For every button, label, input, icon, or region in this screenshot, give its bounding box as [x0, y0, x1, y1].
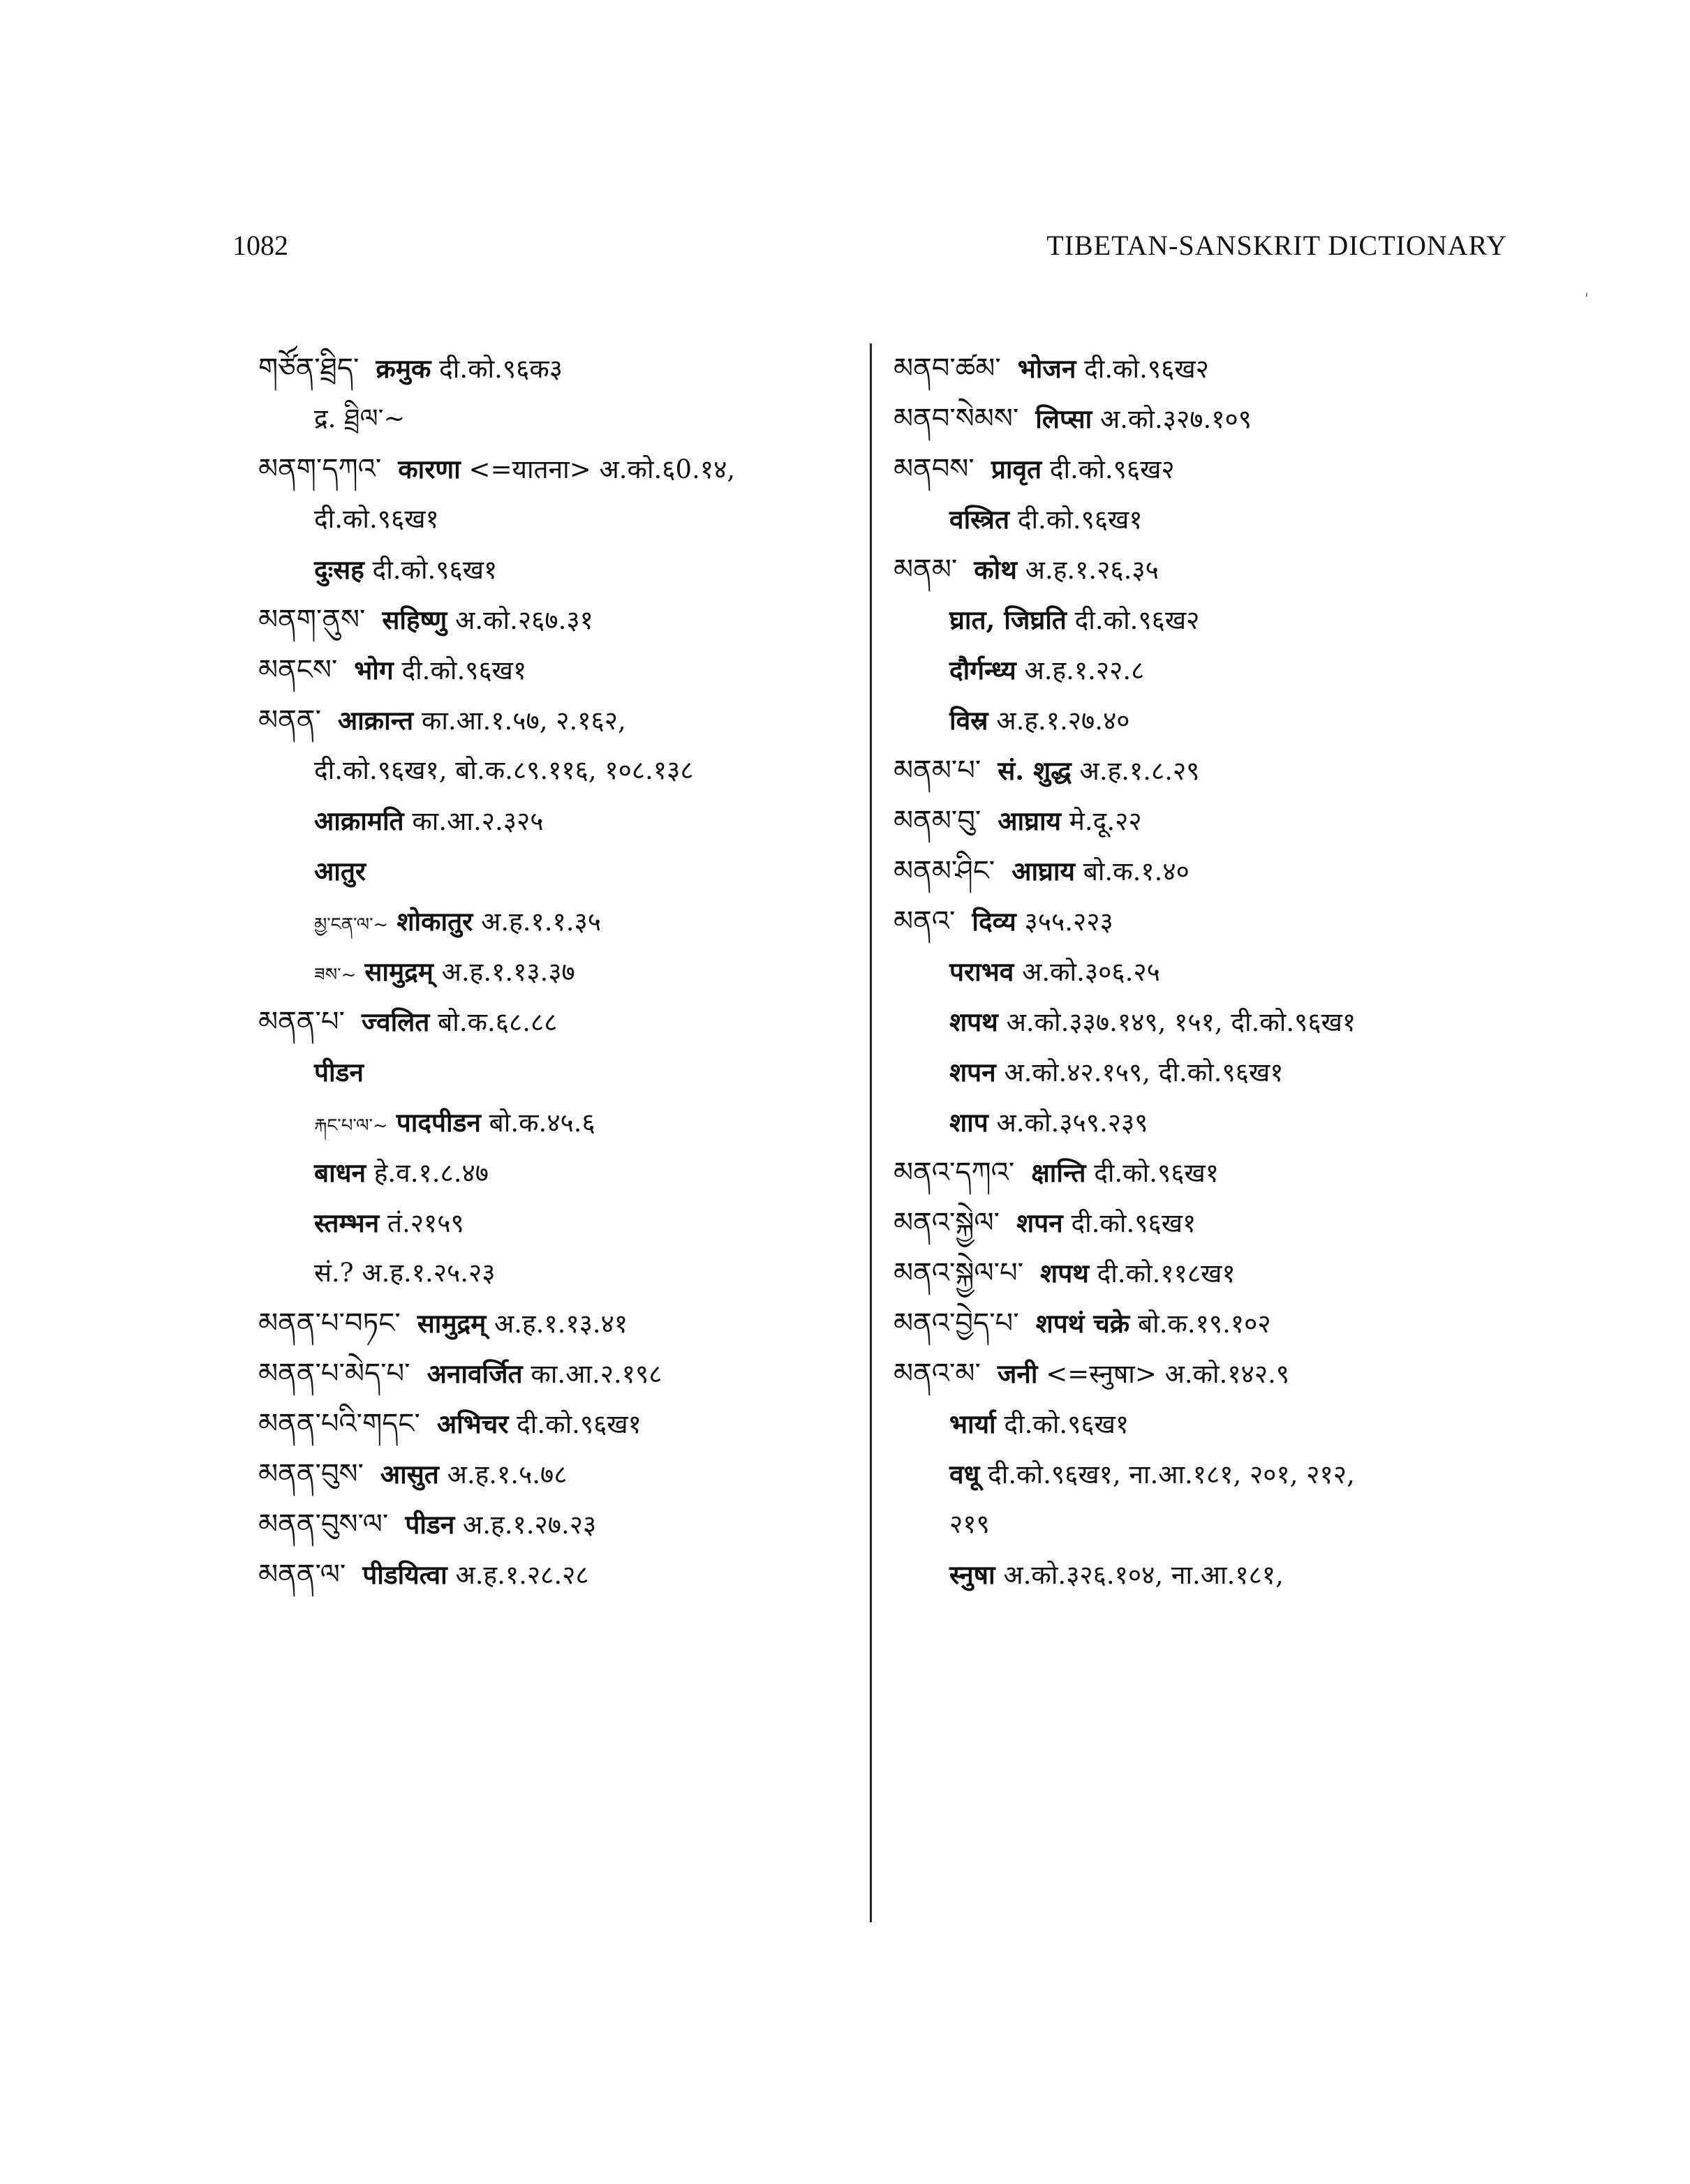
sanskrit-equivalent: पराभव: [949, 956, 1014, 987]
dictionary-line: [258, 846, 859, 896]
dictionary-line: [894, 394, 1522, 444]
source-reference: अ.ह.१.५.७८: [447, 1459, 568, 1490]
source-reference: दी.को.९६ख१: [401, 655, 527, 685]
tibetan-headword: མནའ་དཀའ་: [894, 1157, 1015, 1189]
source-reference: दी.को.९६ख२: [1084, 354, 1209, 384]
cross-reference-note: द्र. ཐྲིལ་~: [314, 403, 406, 433]
source-reference: दी.को.९६ख२: [1074, 605, 1200, 635]
dictionary-line: [894, 645, 1522, 695]
source-reference: हे.व.१.८.४७: [373, 1158, 489, 1188]
dictionary-line: [258, 1499, 859, 1550]
source-reference: दी.को.९६ख१, बो.क.८९.११६, १०८.१३८: [314, 755, 694, 785]
dictionary-line: [258, 1399, 859, 1449]
sanskrit-equivalent: आक्रान्त: [337, 705, 414, 736]
source-reference: दी.को.९६ख१: [372, 555, 498, 585]
dictionary-line: [258, 444, 859, 494]
sanskrit-equivalent: आतुर: [314, 856, 366, 886]
dictionary-line: [258, 645, 859, 695]
dictionary-line: [258, 745, 859, 796]
tibetan-headword: མནན་པ་བཏང་: [258, 1307, 401, 1339]
source-reference: <=यातना> अ.को.६0.१४,: [468, 454, 736, 484]
source-reference: बो.क.४५.६: [489, 1108, 595, 1138]
source-reference: दी.को.९६ख१: [517, 1409, 642, 1439]
sanskrit-equivalent: आघ्राय: [1011, 856, 1075, 886]
source-reference: बो.क.१९.१०२: [1138, 1309, 1271, 1339]
tibetan-headword: མནན་པ་: [258, 1006, 345, 1038]
source-reference: अ.को.४२.१५९, दी.को.९६ख१: [1004, 1057, 1284, 1087]
source-reference: बो.क.१.४०: [1083, 856, 1189, 886]
sanskrit-equivalent: घ्रात, जिघ्रति: [949, 604, 1067, 635]
tibetan-headword: མནབས་: [894, 453, 974, 485]
source-reference: <=स्नुषा> अ.को.१४२.९: [1046, 1359, 1290, 1389]
sanskrit-equivalent: क्रमुक: [376, 353, 431, 384]
source-reference: का.आ.१.५७, २.१६२,: [421, 706, 626, 736]
source-reference: दी.को.९६ख१: [1094, 1158, 1219, 1188]
dictionary-line: [258, 695, 859, 745]
dictionary-line: [894, 544, 1522, 595]
source-reference: अ.ह.१.२८.२८: [455, 1560, 589, 1590]
sanskrit-equivalent: आसुत: [380, 1459, 439, 1490]
dictionary-line: [894, 846, 1522, 896]
dictionary-line: [894, 1449, 1522, 1499]
sanskrit-equivalent: दुःसह: [314, 554, 364, 585]
dictionary-line: [894, 1097, 1522, 1147]
source-reference: अ.ह.१.२७.२३: [463, 1510, 597, 1540]
dictionary-line: [894, 1499, 1522, 1550]
sanskrit-equivalent: प्रावृत: [991, 454, 1042, 484]
dictionary-line: [894, 595, 1522, 645]
dictionary-line: [894, 695, 1522, 745]
tibetan-headword: མནམ་: [894, 554, 958, 586]
tibetan-headword: མནབ་སེམས་: [894, 403, 1019, 435]
sanskrit-equivalent: पीडन: [405, 1509, 455, 1540]
source-reference: तं.२१५९: [387, 1208, 464, 1238]
sanskrit-equivalent: सहिष्णु: [382, 604, 447, 635]
tibetan-compound: ཟས་~: [314, 965, 357, 986]
sanskrit-equivalent: सं. शुद्ध: [998, 755, 1072, 786]
tibetan-headword: མནའ་མ་: [894, 1358, 981, 1390]
sanskrit-equivalent: भोजन: [1017, 353, 1076, 384]
sanskrit-equivalent: वधू: [949, 1459, 980, 1490]
sanskrit-equivalent: बाधन: [314, 1157, 366, 1188]
source-reference: बो.क.६८.८८: [438, 1007, 558, 1037]
dictionary-line: [894, 896, 1522, 946]
dictionary-line: [258, 394, 859, 444]
source-reference: दी.को.९६ख१: [1071, 1208, 1196, 1238]
source-reference: दी.को.११८ख१: [1097, 1258, 1236, 1288]
sanskrit-equivalent: विस्र: [949, 705, 988, 736]
tibetan-headword: མནམ་ཤིང་: [894, 855, 995, 887]
tibetan-headword: མནན་པའི་གདང་: [258, 1408, 420, 1440]
source-reference: दी.को.९६ख१, ना.आ.१८१, २०१, २१२,: [988, 1459, 1355, 1490]
dictionary-line: [258, 997, 859, 1047]
dictionary-line: [258, 544, 859, 595]
tibetan-headword: མནབ་ཚམ་: [894, 352, 1001, 385]
dictionary-line: [258, 1097, 859, 1147]
sanskrit-equivalent: स्तम्भन: [314, 1208, 380, 1238]
source-reference: का.आ.२.३२५: [412, 806, 544, 836]
source-reference: अ.ह.१.२२.८: [1024, 655, 1145, 685]
source-reference: अ.ह.१.१.३५: [481, 907, 601, 937]
dictionary-line: [258, 1147, 859, 1198]
dictionary-line: [894, 1298, 1522, 1349]
source-reference: अ.ह.१.१३.४१: [494, 1309, 628, 1339]
tibetan-headword: མནམ་བུ་: [894, 805, 981, 837]
dictionary-line: [258, 1198, 859, 1248]
sanskrit-equivalent: शपथ: [1040, 1258, 1089, 1288]
sanskrit-equivalent: शपथ: [949, 1006, 998, 1037]
sanskrit-equivalent: क्षान्ति: [1031, 1157, 1086, 1188]
dictionary-line: [258, 494, 859, 544]
sanskrit-equivalent: शाप: [949, 1107, 988, 1138]
sanskrit-equivalent: शपथं चक्रे: [1035, 1308, 1130, 1339]
sanskrit-equivalent: दिव्य: [972, 906, 1016, 937]
tibetan-compound: རྐང་པ་ལ་~: [314, 1115, 388, 1136]
sanskrit-equivalent: अभिचर: [436, 1409, 509, 1439]
tibetan-headword: མནའ་སྐྱེལ་: [894, 1207, 1000, 1239]
stray-mark: ': [1585, 290, 1589, 306]
source-reference: दी.को.९६क३: [439, 354, 563, 384]
source-reference: अ.को.३५९.२३९: [996, 1108, 1148, 1138]
source-reference: का.आ.२.१९८: [531, 1359, 662, 1389]
tibetan-headword: མནན་པ་མེད་པ་: [258, 1358, 410, 1390]
sanskrit-equivalent: सामुद्रम्: [364, 956, 433, 987]
sanskrit-equivalent: शपन: [1016, 1208, 1063, 1238]
sanskrit-equivalent: लिप्सा: [1035, 403, 1092, 434]
sanskrit-equivalent: आघ्राय: [998, 805, 1062, 836]
sanskrit-equivalent: पादपीडन: [396, 1107, 481, 1138]
tibetan-headword: གཙོན་ཐྲིད་: [258, 352, 360, 385]
tibetan-compound: མྱ་ངན་ལ་~: [314, 914, 389, 935]
source-reference: दी.को.९६ख२: [1049, 454, 1175, 484]
dictionary-line: [894, 1147, 1522, 1198]
source-reference: दी.को.९६ख१: [1004, 1409, 1129, 1439]
tibetan-headword: མནན་ལ་: [258, 1559, 346, 1591]
sanskrit-equivalent: भोग: [354, 655, 394, 685]
source-reference: अ.ह.१.२७.४०: [996, 706, 1130, 736]
source-reference: दी.को.९६ख१: [1017, 505, 1143, 535]
tibetan-headword: མནའ་བྱེད་པ་: [894, 1307, 1019, 1339]
source-reference: अ.को.३०६.२५: [1022, 957, 1160, 987]
source-reference: २१९: [949, 1509, 990, 1539]
sanskrit-equivalent: शपन: [949, 1057, 996, 1087]
dictionary-line: [894, 444, 1522, 494]
dictionary-line: [258, 1298, 859, 1349]
source-reference: अ.को.३३७.१४९, १५१, दी.को.९६ख१: [1006, 1007, 1356, 1037]
dictionary-line: [258, 343, 859, 394]
tibetan-headword: མནམ་པ་: [894, 755, 981, 787]
sanskrit-equivalent: पीडन: [314, 1057, 364, 1087]
sanskrit-equivalent: जनी: [997, 1358, 1038, 1389]
dictionary-line: [258, 1248, 859, 1298]
dictionary-line: [894, 343, 1522, 394]
dictionary-line: [894, 796, 1522, 846]
dictionary-line: [258, 1550, 859, 1600]
source-reference: दी.को.९६ख१: [314, 504, 439, 534]
sanskrit-equivalent: कारणा: [398, 454, 461, 484]
tibetan-headword: མནག་ནུས་: [258, 604, 366, 636]
sanskrit-equivalent: आक्रामति: [314, 805, 404, 836]
dictionary-line: [894, 1198, 1522, 1248]
dictionary-line: [258, 1047, 859, 1097]
tibetan-headword: མནན་བུས་ལ་: [258, 1508, 389, 1540]
source-reference: अ.ह.१.१३.३७: [441, 957, 575, 987]
cross-reference-note: सं.? अ.ह.१.२५.२३: [314, 1258, 496, 1288]
right-column: [894, 343, 1522, 1600]
sanskrit-equivalent: ज्वलित: [361, 1006, 430, 1037]
tibetan-headword: མནག་དཀའ་: [258, 453, 382, 485]
dictionary-line: [894, 997, 1522, 1047]
dictionary-line: [258, 595, 859, 645]
sanskrit-equivalent: कोथ: [974, 554, 1017, 585]
dictionary-line: [258, 1349, 859, 1399]
dictionary-line: [894, 745, 1522, 796]
dictionary-line: [258, 896, 859, 946]
sanskrit-equivalent: वस्त्रित: [949, 504, 1010, 535]
tibetan-headword: མནའ་སྐྱེལ་པ་: [894, 1257, 1024, 1289]
page-number: 1082: [232, 230, 288, 261]
source-reference: मे.दू.२२: [1069, 806, 1142, 836]
dictionary-line: [258, 796, 859, 846]
tibetan-headword: མནན་བུས་: [258, 1458, 364, 1490]
source-reference: अ.ह.१.८.२९: [1079, 756, 1200, 786]
sanskrit-equivalent: सामुद्रम्: [417, 1308, 487, 1339]
source-reference: ३५५.२२३: [1024, 907, 1113, 937]
dictionary-line: [258, 1449, 859, 1499]
tibetan-headword: མནངས་: [258, 654, 338, 686]
running-title: TIBETAN-SANSKRIT DICTIONARY: [1046, 230, 1507, 261]
dictionary-line: [894, 1399, 1522, 1449]
dictionary-line: [894, 494, 1522, 544]
source-reference: अ.को.३२७.१०९: [1099, 404, 1252, 434]
source-reference: अ.को.२६७.३१: [455, 605, 593, 635]
dictionary-line: [258, 946, 859, 997]
sanskrit-equivalent: स्नुषा: [949, 1559, 995, 1590]
dictionary-line: [894, 946, 1522, 997]
sanskrit-equivalent: भार्या: [949, 1409, 996, 1439]
column-divider: [870, 343, 872, 1922]
dictionary-line: [894, 1550, 1522, 1600]
source-reference: अ.को.३२६.१०४, ना.आ.१८१,: [1003, 1560, 1284, 1590]
tibetan-headword: མནན་: [258, 704, 321, 736]
sanskrit-equivalent: शोकातुर: [396, 906, 473, 937]
dictionary-line: [894, 1349, 1522, 1399]
sanskrit-equivalent: अनावर्जित: [427, 1358, 523, 1389]
dictionary-line: [894, 1248, 1522, 1298]
tibetan-headword: མནའ་: [894, 905, 956, 937]
sanskrit-equivalent: पीडयित्वा: [362, 1559, 447, 1590]
source-reference: अ.ह.१.२६.३५: [1025, 555, 1159, 585]
dictionary-line: [894, 1047, 1522, 1097]
sanskrit-equivalent: दौर्गन्ध्य: [949, 655, 1016, 685]
left-column: [258, 343, 859, 1600]
